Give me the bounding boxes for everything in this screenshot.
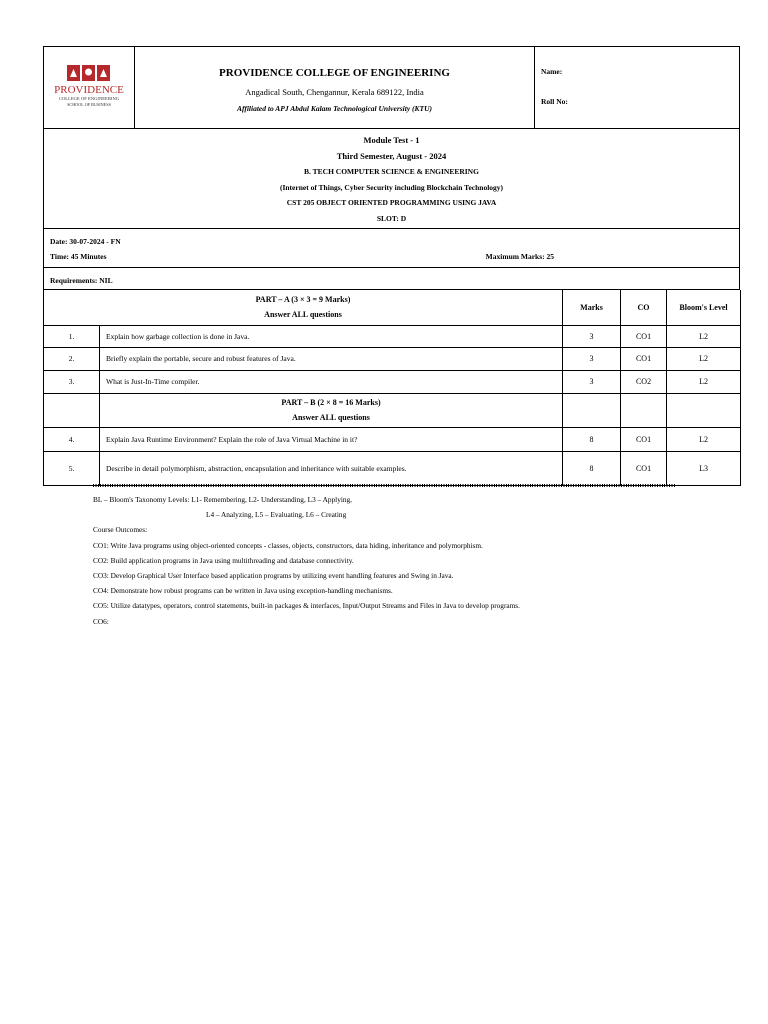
- question-co: CO1: [621, 451, 667, 485]
- table-row: [44, 370, 741, 393]
- course-outcome: CO2: Build application programs in Java using multithreading and database connectivity.: [93, 555, 354, 565]
- college-info: [135, 47, 535, 129]
- course-title: CST 205 OBJECT ORIENTED PROGRAMMING USING JAVA: [286, 198, 497, 207]
- requirements: Requirements: NIL: [50, 275, 113, 285]
- question-text: Briefly explain the portable, secure and robust features of Java.: [100, 347, 563, 370]
- question-co: CO1: [621, 427, 667, 451]
- requirements-row: [44, 268, 740, 290]
- part-a-header-row: [44, 290, 741, 325]
- student-details: [535, 47, 740, 129]
- question-co: CO1: [621, 347, 667, 370]
- course-outcome: CO1: Write Java programs using object-oriented concepts - classes, objects, constructors, data hiding, inheritance and polymorphism.: [93, 540, 483, 550]
- college-address: Angadical South, Chengannur, Kerala 689122, India: [245, 86, 424, 97]
- logo-emblem-icon: [53, 63, 125, 109]
- bloom-levels-line1: BL – Bloom's Taxonomy Levels: L1- Remembering, L2- Understanding, L3 – Applying,: [93, 495, 352, 504]
- course-outcome: CO3: Develop Graphical User Interface based application programs by utilizing event handling features and Swing in Java.: [93, 571, 454, 581]
- part-b-empty: [621, 393, 667, 427]
- question-paper: [43, 46, 740, 486]
- part-b-empty: [44, 393, 100, 427]
- exam-info-table: [43, 229, 740, 290]
- name-label: Name:: [541, 67, 563, 76]
- question-number: 1.: [44, 325, 100, 347]
- table-row: [44, 347, 741, 370]
- course-outcome: CO4: Demonstrate how robust programs can be written in Java using exception-handling mechanisms.: [93, 586, 393, 596]
- question-marks: 8: [563, 451, 621, 485]
- question-marks: 3: [563, 370, 621, 393]
- semester: Third Semester, August - 2024: [336, 150, 447, 161]
- test-name: Module Test - 1: [363, 135, 420, 145]
- exam-title-block: [44, 129, 740, 229]
- table-row: [44, 325, 741, 347]
- question-level: L2: [667, 347, 741, 370]
- logo-line2-text: SCHOOL OF BUSINESS: [67, 102, 111, 107]
- notes-section: [93, 492, 520, 629]
- question-level: L2: [667, 370, 741, 393]
- exam-info: [44, 229, 740, 268]
- part-b-header: [100, 393, 563, 427]
- question-text: Explain Java Runtime Environment? Explain the role of Java Virtual Machine in it?: [100, 427, 563, 451]
- dashed-divider: [93, 484, 675, 487]
- question-co: CO1: [621, 325, 667, 347]
- college-logo: [53, 63, 125, 114]
- part-b-empty: [667, 393, 741, 427]
- specialization: (Internet of Things, Cyber Security including Blockchain Technology): [279, 182, 504, 192]
- question-level: L3: [667, 451, 741, 485]
- question-number: 3.: [44, 370, 100, 393]
- logo-brand-text: PROVIDENCE: [54, 84, 124, 96]
- exam-time: Time: 45 Minutes: [50, 252, 107, 261]
- question-table: [43, 290, 741, 486]
- co-header: CO: [621, 290, 667, 325]
- course-outcome: CO5: Utilize datatypes, operators, control statements, built-in packages & interfaces, Input/Output Streams and Files in Java to develop programs.: [93, 601, 520, 611]
- college-affiliation: Affiliated to APJ Abdul Kalam Technological University (KTU): [236, 103, 433, 113]
- question-level: L2: [667, 325, 741, 347]
- bloom-header: Bloom's Level: [667, 290, 741, 325]
- header-table: [43, 46, 740, 129]
- question-co: CO2: [621, 370, 667, 393]
- part-b-title: PART – B (2 × 8 = 16 Marks): [281, 398, 381, 407]
- part-a-instruction: Answer ALL questions: [264, 310, 342, 320]
- program: B. TECH COMPUTER SCIENCE & ENGINEERING: [304, 167, 479, 176]
- course-outcomes-title: Course Outcomes:: [93, 525, 148, 535]
- table-row: [44, 451, 741, 485]
- logo-cell: [44, 47, 135, 129]
- question-marks: 3: [563, 347, 621, 370]
- question-text: Explain how garbage collection is done in Java.: [100, 325, 563, 347]
- question-text: What is Just-In-Time compiler.: [100, 370, 563, 393]
- part-b-instruction: Answer ALL questions: [292, 413, 370, 422]
- part-a-header: [44, 290, 563, 325]
- marks-header: Marks: [563, 290, 621, 325]
- part-a-title: PART – A (3 × 3 = 9 Marks): [255, 295, 351, 305]
- part-b-header-row: [44, 393, 741, 427]
- slot: SLOT: D: [376, 213, 407, 223]
- table-row: [44, 427, 741, 451]
- question-marks: 8: [563, 427, 621, 451]
- bloom-levels-line2: L4 – Analyzing, L5 – Evaluating, L6 – Creating: [206, 510, 347, 520]
- question-text: Describe in detail polymorphism, abstraction, encapsulation and inheritance with suitable examples.: [100, 451, 563, 485]
- question-marks: 3: [563, 325, 621, 347]
- question-number: 5.: [44, 451, 100, 485]
- course-outcome: CO6:: [93, 616, 109, 626]
- question-level: L2: [667, 427, 741, 451]
- exam-date: Date: 30-07-2024 - FN: [50, 237, 121, 246]
- max-marks: Maximum Marks: 25: [485, 252, 554, 261]
- question-number: 2.: [44, 347, 100, 370]
- roll-label: Roll No:: [541, 97, 568, 106]
- college-name: PROVIDENCE COLLEGE OF ENGINEERING: [219, 66, 450, 79]
- logo-line1-text: COLLEGE OF ENGINEERING: [58, 96, 120, 101]
- question-number: 4.: [44, 427, 100, 451]
- part-b-empty: [563, 393, 621, 427]
- exam-title-table: [43, 129, 740, 229]
